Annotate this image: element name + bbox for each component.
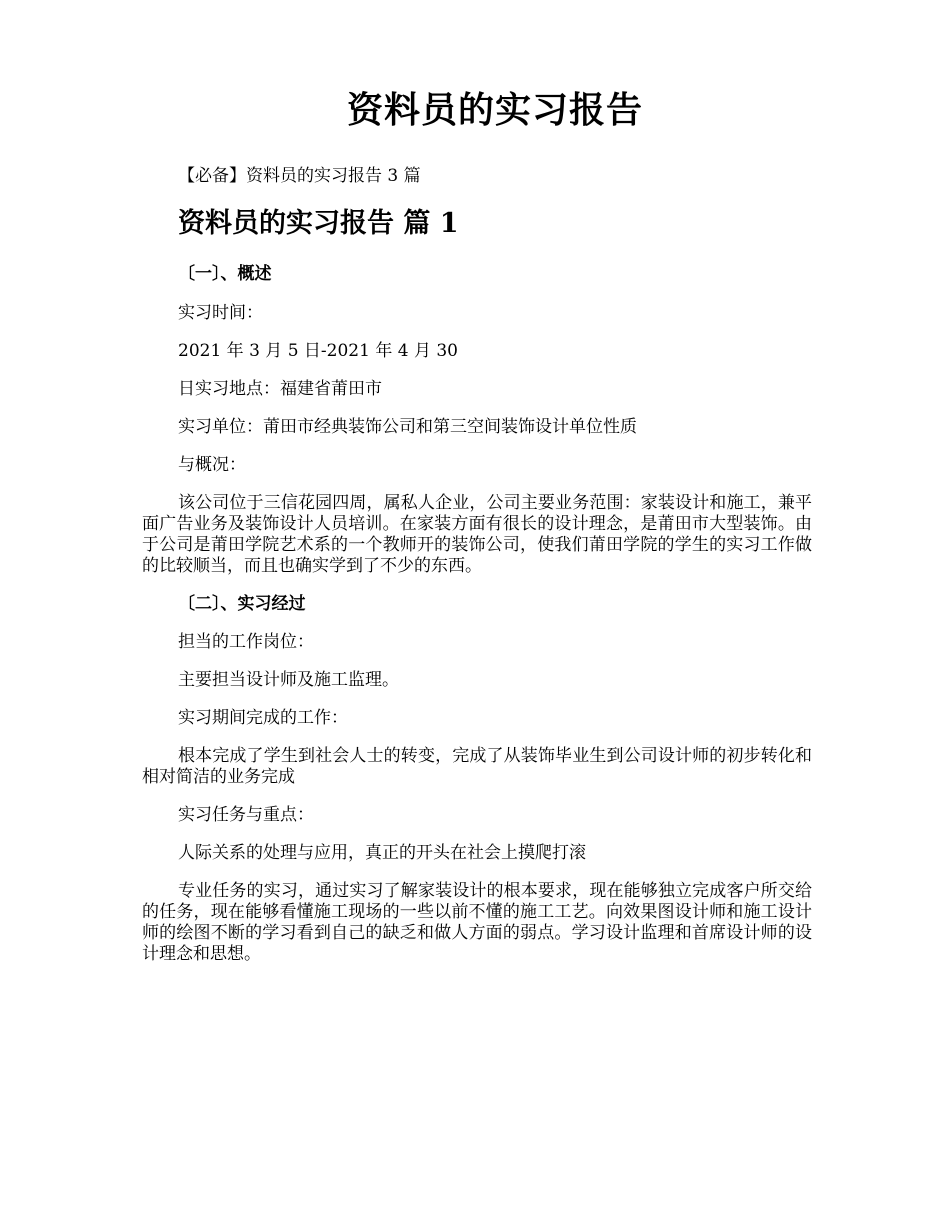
part1-heading: 〔一〕、概述 xyxy=(178,264,272,284)
internship-date-range: 2021 年 3 月 5 日-2021 年 4 月 30 xyxy=(178,341,458,361)
tasks-label: 实习任务与重点： xyxy=(178,805,314,825)
tasks-value: 人际关系的处理与应用，真正的开头在社会上摸爬打滚 xyxy=(178,843,586,863)
document-title: 资料员的实习报告 xyxy=(346,89,643,131)
intro-line: 【必备】资料员的实习报告 3 篇 xyxy=(178,166,421,186)
work-done-paragraph: 根本完成了学生到社会人士的转变，完成了从装饰毕业生到公司设计师的初步转化和相对简洁的业务完成 xyxy=(142,746,812,787)
position-label: 担当的工作岗位： xyxy=(178,632,314,652)
overview-label: 与概况： xyxy=(178,455,246,475)
internship-location: 日实习地点：福建省莆田市 xyxy=(178,379,382,399)
tasks-paragraph: 专业任务的实习，通过实习了解家装设计的根本要求，现在能够独立完成客户所交给的任务，现在能够看懂施工现场的一些以前不懂的施工工艺。向效果图设计师和施工设计师的绘图不断的学习看到自己的缺乏和做人方面的弱点。学习设计监理和首席设计师的设计理念和思想。 xyxy=(142,881,812,964)
company-paragraph: 该公司位于三信花园四周，属私人企业，公司主要业务范围：家装设计和施工，兼平面广告业务及装饰设计人员培训。在家装方面有很长的设计理念，是莆田市大型装饰。由于公司是莆田学院艺术系的一个教师开的装饰公司，使我们莆田学院的学生的实习工作做的比较顺当，而且也确实学到了不少的东西。 xyxy=(142,493,812,576)
section-heading: 资料员的实习报告 篇 1 xyxy=(178,208,459,239)
position-value: 主要担当设计师及施工监理。 xyxy=(178,670,399,690)
work-done-label: 实习期间完成的工作： xyxy=(178,708,348,728)
internship-time-label: 实习时间： xyxy=(178,303,263,323)
internship-unit: 实习单位：莆田市经典装饰公司和第三空间装饰设计单位性质 xyxy=(178,417,637,437)
part2-heading: 〔二〕、实习经过 xyxy=(178,594,306,614)
